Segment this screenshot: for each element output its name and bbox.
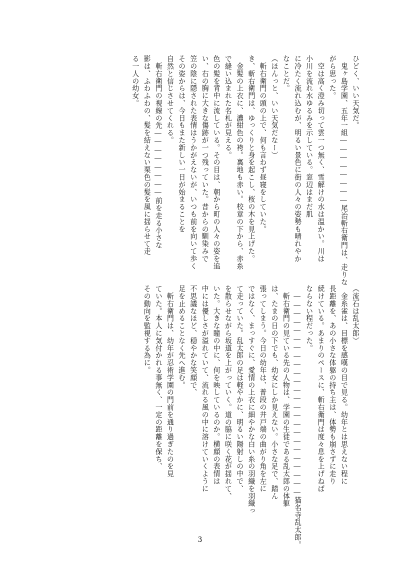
text-line: 空は高く澄み切って雲一つ無く、雪解けの水は温かい。川は [316,55,325,263]
text-line: 色の髪を背中に流している。その目は、朝から町の人々の姿を追 [211,55,220,270]
text-line: その動向を監視する為に。 [142,285,151,374]
text-line: る一人の幼女。 [130,55,139,107]
text-line: は、たまの日の下でも、幼女にしか見えない。小さな足で、踏ん [269,285,278,500]
text-line: て走っていた。乱太郎の足は軽やかに、明るい陽射しの中で、 [235,285,244,493]
text-line: 斬右衛門の頭の上で、何も言わず昼寝をしていた。 [258,55,267,233]
upper-text-column [50,55,360,295]
text-line: ――――――――――――――――――――――――猫名寺乱太郎。 [293,285,302,549]
text-line: 金髪の上衣に、濃紺色の袴。裏地も赤い。校章の下から、赤糸 [235,55,244,270]
text-line: なことだ。 [281,55,290,92]
text-line: い、右の胸に大きな傷跡が一つ残っていた。昔からの馴染みで [200,55,209,263]
text-line: ならない程だった。 [304,285,313,352]
text-line: 長距離を、あの小さな体躯の持ち主は、体勢も崩さずに走り [327,285,336,485]
text-line: 金糸雀は、目標を感嘆の目で見る。幼年とは思えない程に [339,285,348,485]
text-line: がら思った。 [327,55,336,100]
text-line: 張ってしまう。今日の幼年は、普段の井戸端の曲がり角を左に [258,285,267,493]
text-line: を散らせながら坂道を上がっていく。道の脇に咲く花が揺れて、 [223,285,232,500]
text-line: 自然と信じさせてくれる。 [165,55,174,144]
text-line: 続けている。あまりのペースに、斬右衛門は度々息を上げねば [316,285,325,493]
text-line: 影は、ふわふわの、髪を結えない栗色の髪を風に揺らせて走 [142,55,151,255]
lower-text-column [50,285,360,549]
text-line: 小川を流れ水ゆるみを示している。窓辺はまだ肌 [304,55,313,218]
text-line: 斬右衛門の視線の先――――――――前を走る小さな [153,55,162,249]
text-line: 不思議なほど、穏やかな笑顔で、 [188,285,197,396]
text-line: ひどく、いい天気だ。 [351,55,359,129]
text-line: ていた。本人に気付かれる事無く、一定の距離を保ち、 [153,285,162,470]
text-line: 斬右衛門は、幼年が忍術学園の門前を通り過ぎたのを見 [165,285,174,478]
text-line: 足を止めることなく先へ進む。 [177,285,186,389]
text-line: （流石は乱太郎） [351,285,359,345]
text-line: 中には優しさが溢れていて、流れる風の中に溶けていくように [200,285,209,493]
text-line: 笠の陰に隠された表情はうかがえないが、いつも前を向いて歩く [188,55,197,270]
text-line: ではなく、まっすぐに、愛情の上衣に細やかな白い糸の羽織を羽織っ [246,285,255,515]
text-line: いた。大きな瞳の中に、何を映しているのか。横顔の表情は [211,285,220,485]
text-line: 鬼ヶ島学園、五年一組――――――――尾治斬右衛門は、走りな [339,55,348,286]
text-line: その姿からは、今日もまた新しい一日が始まることを [177,55,186,233]
text-line: き、斬右衛門は、ゆっくりと身を起こし、桜の木を見上げた。 [246,55,255,263]
text-line: で縫い込まれた名札が見える。 [223,55,232,159]
text-line: （ほんっと、いい天気だなー） [269,55,278,159]
text-line: に冷たく流れ込むが、明るい景色に街の人々の姿勢も晴れやか [293,55,302,263]
text-line: 斬右衛門の見ている先の人物は、学園の生徒である乱太郎の体躯 [281,285,290,507]
page-number: 3 [197,536,203,544]
